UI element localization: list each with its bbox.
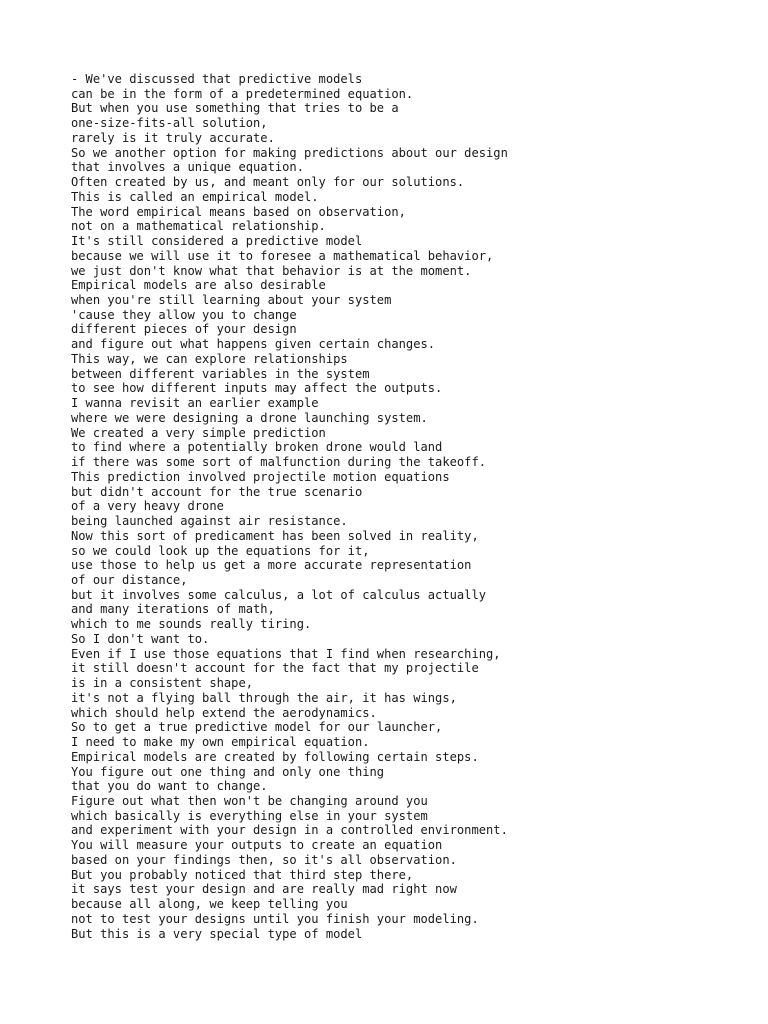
transcript-line: one-size-fits-all solution, — [71, 116, 268, 131]
transcript-line: So I don't want to. — [71, 631, 210, 646]
transcript-line: and figure out what happens given certain changes. — [71, 337, 436, 352]
transcript-line: it says test your design and are really mad right now — [71, 882, 457, 897]
transcript-line: I need to make my own empirical equation. — [71, 735, 370, 750]
transcript-line: This prediction involved projectile motion equations — [71, 469, 450, 484]
transcript-line: Empirical models are created by following certain steps. — [71, 749, 479, 764]
transcript-line: use those to help us get a more accurate representation — [71, 558, 472, 573]
transcript-line: You figure out one thing and only one thing — [71, 764, 385, 779]
transcript-line: but didn't account for the true scenario — [71, 484, 363, 499]
transcript-line: which basically is everything else in your system — [71, 808, 428, 823]
transcript-line: so we could look up the equations for it, — [71, 543, 370, 558]
transcript-line: The word empirical means based on observation, — [71, 204, 406, 219]
transcript-line: Now this sort of predicament has been solved in reality, — [71, 528, 479, 543]
transcript-line: - We've discussed that predictive models — [71, 72, 363, 86]
transcript-line: Empirical models are also desirable — [71, 278, 326, 293]
transcript-line: that involves a unique equation. — [71, 160, 304, 175]
transcript-line: not on a mathematical relationship. — [71, 219, 326, 234]
transcript-line: Often created by us, and meant only for our solutions. — [71, 175, 465, 190]
transcript-line: because all along, we keep telling you — [71, 897, 348, 912]
transcript-line: based on your findings then, so it's all observation. — [71, 852, 457, 867]
transcript-line: where we were designing a drone launching system. — [71, 410, 428, 425]
transcript-line: But you probably noticed that third step there, — [71, 867, 414, 882]
transcript-line: We created a very simple prediction — [71, 425, 326, 440]
transcript-line: But when you use something that tries to be a — [71, 101, 399, 116]
transcript-line: to see how different inputs may affect the outputs. — [71, 381, 443, 396]
transcript-line: This way, we can explore relationships — [71, 351, 348, 366]
transcript-line: It's still considered a predictive model — [71, 234, 363, 249]
transcript-line: Figure out what then won't be changing around you — [71, 793, 428, 808]
transcript-line: of a very heavy drone — [71, 499, 224, 514]
transcript-line: I wanna revisit an earlier example — [71, 396, 319, 411]
transcript-line: that you do want to change. — [71, 779, 268, 794]
transcript-line: being launched against air resistance. — [71, 514, 348, 529]
transcript-line: This is called an empirical model. — [71, 189, 319, 204]
transcript-line: to find where a potentially broken drone would land — [71, 440, 443, 455]
transcript-line: But this is a very special type of model — [71, 926, 363, 941]
transcript-line: not to test your designs until you finish your modeling. — [71, 911, 479, 926]
transcript-line: and many iterations of math, — [71, 602, 275, 617]
transcript-line: which to me sounds really tiring. — [71, 617, 312, 632]
transcript-line: if there was some sort of malfunction during the takeoff. — [71, 455, 487, 470]
transcript-line: of our distance, — [71, 572, 188, 587]
transcript-line: rarely is it truly accurate. — [71, 130, 275, 145]
transcript-line: we just don't know what that behavior is at the moment. — [71, 263, 472, 278]
transcript-line: it's not a flying ball through the air, it has wings, — [71, 690, 457, 705]
transcript-line: and experiment with your design in a controlled environment. — [71, 823, 508, 838]
transcript-line: Even if I use those equations that I find when researching, — [71, 646, 501, 661]
transcript-line: can be in the form of a predetermined equation. — [71, 86, 414, 101]
transcript-line: different pieces of your design — [71, 322, 297, 337]
transcript-line: So to get a true predictive model for our launcher, — [71, 720, 443, 735]
transcript-line: it still doesn't account for the fact that my projectile — [71, 661, 479, 676]
transcript-line: is in a consistent shape, — [71, 676, 254, 691]
transcript-line: which should help extend the aerodynamics. — [71, 705, 377, 720]
transcript-line: between different variables in the system — [71, 366, 370, 381]
transcript-line: but it involves some calculus, a lot of calculus actually — [71, 587, 487, 602]
transcript-line: because we will use it to foresee a mathematical behavior, — [71, 248, 494, 263]
transcript-text — [71, 72, 508, 941]
transcript-line: when you're still learning about your system — [71, 293, 392, 308]
transcript-line: You will measure your outputs to create an equation — [71, 838, 443, 853]
transcript-line: So we another option for making predictions about our design — [71, 145, 508, 160]
transcript-line: 'cause they allow you to change — [71, 307, 297, 322]
